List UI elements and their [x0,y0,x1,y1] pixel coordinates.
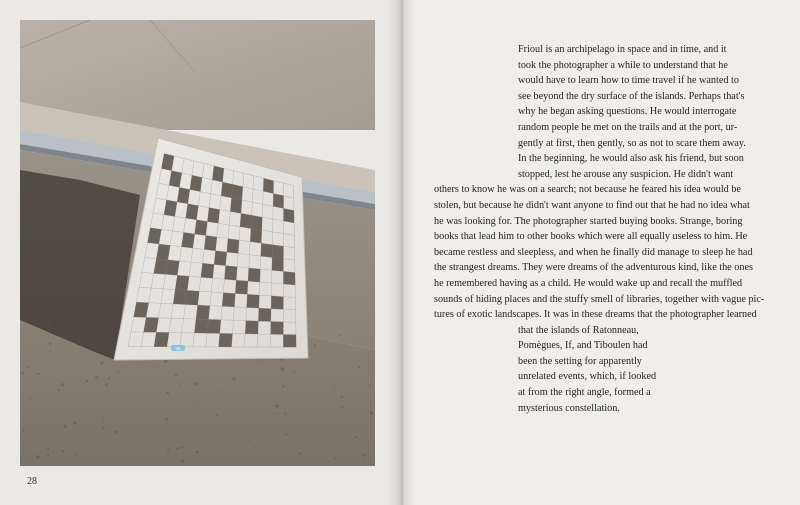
text-line: see beyond the dry surface of the islands. Perhaps that's [518,90,745,102]
text-line: books that lead him to other books which were all equally useless to him. He [434,231,748,243]
crossword-black-cell [283,271,295,285]
crossword-black-cell [207,208,219,224]
crossword-black-cell [250,229,262,244]
crossword-black-cell [248,268,260,282]
crossword-black-cell [219,333,233,347]
text-line: been the setting for apparently [518,355,642,367]
crossword-black-cell [283,335,296,348]
crossword-black-cell [214,251,227,266]
crossword-black-cell [245,321,258,334]
crossword-black-cell [196,305,210,319]
text-line: Frioul is an archipelago in space and in time, and it [518,44,727,55]
crossword-black-cell [222,293,235,307]
crossword-black-cell [185,290,199,305]
crossword-black-cell [263,178,273,193]
text-line: gently at first, then gently, so as not to scare them away. [518,137,746,149]
crossword-black-cell [190,175,202,191]
crossword-black-cell [154,332,169,347]
text-line: sounds of hiding places and the stuffy smell of libraries, together with vague pic- [434,293,765,305]
crossword-black-cell [258,308,271,321]
text-line: the strangest dreams. They were dreams of the adventurous kind, like the ones [434,262,753,274]
crossword-black-cell [227,239,239,254]
text-line: unrelated events, which, if looked [518,371,657,383]
crossword-black-cell [173,290,187,305]
crossword-black-cell [261,243,273,257]
crossword-black-cell [144,317,159,332]
crossword-black-cell [232,184,243,200]
text-line: others to know he was on a search; not because he feared his idea would be [434,184,741,196]
crossword-black-cell [195,220,208,236]
text-line: would have to learn how to time travel if he wanted to [518,75,739,87]
text-line: became restless and sleepless, and when he finally did manage to sleep he had [434,246,753,258]
text-line: he remembered having as a child. He would wake up and recall the muffled [434,277,743,289]
crossword-black-cell [272,245,283,259]
crossword-black-cell [182,232,195,248]
crossword-black-cell [225,266,238,281]
crossword-black-cell [175,275,189,290]
crossword-black-cell [235,280,248,294]
crossword-black-cell [271,296,283,309]
crossword-black-cell [166,260,180,275]
body-text [434,42,780,416]
text-line: stopped, lest he arouse any suspicion. He didn't want [518,168,734,180]
text-line: Pomègues, If, and Tiboulen had [518,340,648,352]
crossword-black-cell [207,319,221,333]
text-line: took the photographer a while to understand that he [518,59,728,71]
crossword-black-cell [230,198,242,214]
crossword-black-cell [204,236,217,251]
page-number-left: 28 [27,476,37,487]
crossword-black-cell [212,166,224,182]
crossword-black-cell [247,294,260,308]
photograph-crossword-on-concrete [20,20,375,466]
text-line: that the islands of Ratonneau, [518,324,639,336]
paper-tag-number: 26 [175,346,181,351]
crossword-black-cell [186,204,199,220]
text-line: at from the right angle, formed a [518,387,651,399]
crossword-black-cell [251,215,262,230]
text-line: In the beginning, he would also ask his friend, but soon [518,153,744,165]
text-line: tures of exotic landscapes. It was in these dreams that the photographer learned [434,309,757,321]
crossword-black-cell [177,187,190,203]
text-line: why he began asking questions. He would interrogate [518,106,737,118]
crossword-black-cell [284,208,295,223]
crossword-black-cell [272,258,284,272]
text-line: random people he met on the trails and at the port, ur- [518,121,738,133]
crossword-black-cell [273,194,284,209]
crossword-black-cell [194,319,208,333]
crossword-black-cell [240,213,252,228]
text-line: he was looking for. The photographer started buying books. Strange, boring [434,215,743,227]
book-gutter [388,0,416,505]
crossword-black-cell [154,259,168,275]
crossword-black-cell [221,182,233,198]
text-line: stolen, but because he didn't want anyone to find out that he had no idea what [434,199,750,211]
crossword-black-cell [201,263,214,278]
text-line: mysterious constellation. [518,402,620,414]
crossword-black-cell [271,322,284,335]
